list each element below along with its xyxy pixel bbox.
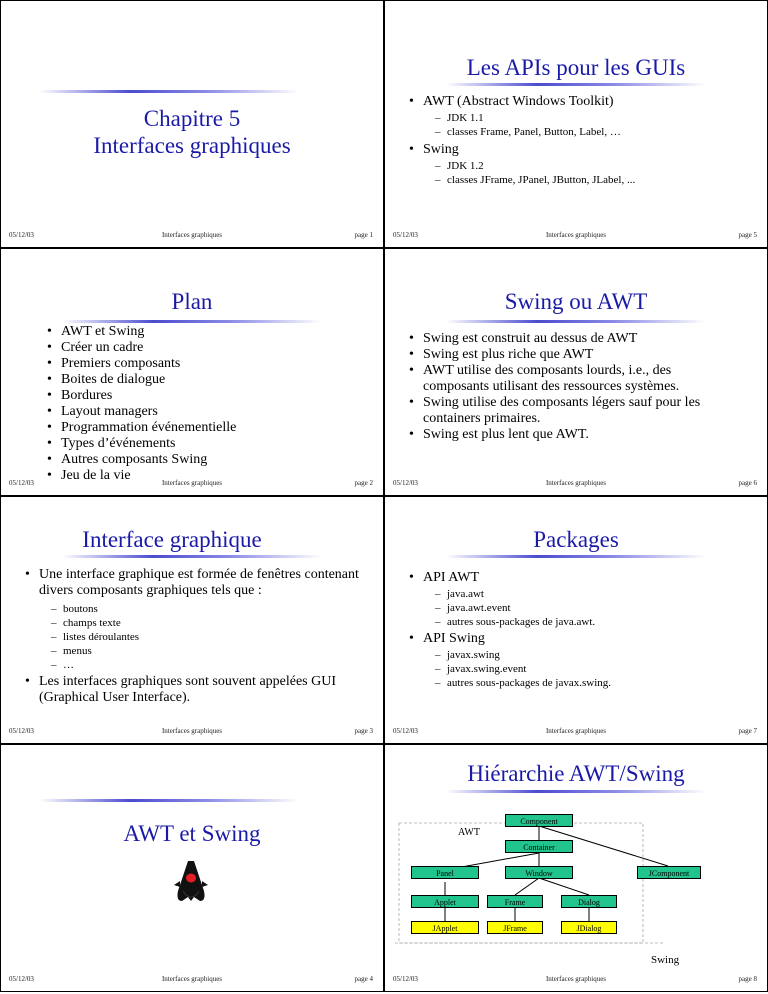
edge: [539, 878, 589, 895]
list-item: • AWT utilise des composants lourds, i.e., des composants utilisant des ressources systèmes.: [407, 363, 707, 395]
list-item: • Swing est construit au dessus de AWT: [407, 331, 707, 347]
list-item: • Jeu de la vie: [45, 468, 365, 484]
slide-7-title: Packages: [533, 527, 619, 552]
list-item: • Types d’événements: [45, 436, 365, 452]
bullet-list: [45, 324, 365, 484]
list-item: – java.awt.event: [423, 601, 747, 615]
list-item: • Layout managers: [45, 404, 365, 420]
slide-footer: 05/12/03 Interfaces graphiques page 2: [9, 479, 373, 487]
node-panel: Panel: [411, 866, 479, 879]
list-item: – JDK 1.1: [423, 111, 757, 125]
list-item: – javax.swing: [423, 648, 747, 662]
list-item: • Créer un cadre: [45, 340, 365, 356]
bullet-list: [23, 567, 363, 706]
slide-footer: 05/12/03 Interfaces graphiques page 6: [393, 479, 757, 487]
list-item: • Swing – JDK 1.2 – classes JFrame, JPanel, JButton, JLabel, ...: [407, 142, 757, 187]
node-window: Window: [505, 866, 573, 879]
title-rule: [39, 799, 299, 802]
list-item: – champs texte: [39, 616, 363, 630]
list-item: • Swing est plus lent que AWT.: [407, 427, 707, 443]
slide-3-title: Interface graphique: [82, 527, 262, 552]
bullet-list: [407, 94, 757, 189]
slide-1-title: Chapitre 5 Interfaces graphiques: [93, 106, 291, 158]
list-item: – boutons: [39, 602, 363, 616]
list-item: • Les interfaces graphiques sont souvent appelées GUI (Graphical User Interface).: [23, 674, 363, 706]
slide-footer: 05/12/03 Interfaces graphiques page 8: [393, 975, 757, 983]
slide-1: [0, 0, 384, 248]
node-jdialog: JDialog: [561, 921, 617, 934]
slide-footer: 05/12/03 Interfaces graphiques page 4: [9, 975, 373, 983]
list-item: – autres sous-packages de java.awt.: [423, 615, 747, 629]
label-awt: AWT: [458, 827, 480, 838]
title-rule: [446, 83, 706, 86]
list-item: • API Swing – javax.swing – javax.swing.event – autres sous-packages de javax.swing.: [407, 631, 747, 690]
title-rule: [446, 555, 706, 558]
list-item: • Programmation événementielle: [45, 420, 365, 436]
title-rule: [62, 555, 322, 558]
slide-8: [384, 744, 768, 992]
node-applet: Applet: [411, 895, 479, 908]
node-jcomponent: JComponent: [637, 866, 701, 879]
slide-5-title: Les APIs pour les GUIs: [466, 55, 686, 80]
list-item: • Swing est plus riche que AWT: [407, 347, 707, 363]
node-jframe: JFrame: [487, 921, 543, 934]
list-item: • AWT (Abstract Windows Toolkit) – JDK 1.1 – classes Frame, Panel, Button, Label, …: [407, 94, 757, 139]
list-item: • Une interface graphique est formée de fenêtres contenant divers composants graphiques tels que : – boutons – champs texte – listes déroulantes – menus – …: [23, 567, 363, 672]
slide-footer: 05/12/03 Interfaces graphiques page 5: [393, 231, 757, 239]
slide-3: [0, 496, 384, 744]
node-dialog: Dialog: [561, 895, 617, 908]
slide-4: [0, 744, 384, 992]
title-rule: [446, 320, 706, 323]
slide-4-title: AWT et Swing: [123, 821, 261, 846]
list-item: – javax.swing.event: [423, 662, 747, 676]
slide-7: [384, 496, 768, 744]
list-item: • Autres composants Swing: [45, 452, 365, 468]
list-item: – classes Frame, Panel, Button, Label, …: [423, 125, 757, 139]
slide-2: [0, 248, 384, 496]
node-container: Container: [505, 840, 573, 853]
title-rule: [62, 320, 322, 323]
list-item: • Bordures: [45, 388, 365, 404]
list-item: • Premiers composants: [45, 356, 365, 372]
slide-5: [384, 0, 768, 248]
list-item: • AWT et Swing: [45, 324, 365, 340]
list-item: • API AWT – java.awt – java.awt.event – autres sous-packages de java.awt.: [407, 570, 747, 629]
list-item: – listes déroulantes: [39, 630, 363, 644]
list-item: – …: [39, 658, 363, 672]
slide-footer: 05/12/03 Interfaces graphiques page 7: [393, 727, 757, 735]
list-item: – autres sous-packages de javax.swing.: [423, 676, 747, 690]
slide-footer: 05/12/03 Interfaces graphiques page 3: [9, 727, 373, 735]
node-component: Component: [505, 814, 573, 827]
slide-2-title: Plan: [171, 289, 213, 314]
list-item: • Boites de dialogue: [45, 372, 365, 388]
slide-6: [384, 248, 768, 496]
edge: [515, 878, 539, 895]
list-item: – classes JFrame, JPanel, JButton, JLabel, ...: [423, 173, 757, 187]
slide-6-title: Swing ou AWT: [504, 289, 648, 314]
slide-8-title: Hiérarchie AWT/Swing: [467, 761, 685, 786]
list-item: – java.awt: [423, 587, 747, 601]
list-item: – menus: [39, 644, 363, 658]
label-swing: Swing: [651, 954, 680, 966]
bullet-list: [407, 331, 707, 443]
list-item: – JDK 1.2: [423, 159, 757, 173]
node-japplet: JApplet: [411, 921, 479, 934]
title-rule: [39, 90, 299, 93]
list-item: • Swing utilise des composants légers sauf pour les containers primaires.: [407, 395, 707, 427]
slide-footer: 05/12/03 Interfaces graphiques page 1: [9, 231, 373, 239]
duke-mascot-icon: [166, 857, 216, 907]
bullet-list: [407, 570, 747, 692]
node-frame: Frame: [487, 895, 543, 908]
